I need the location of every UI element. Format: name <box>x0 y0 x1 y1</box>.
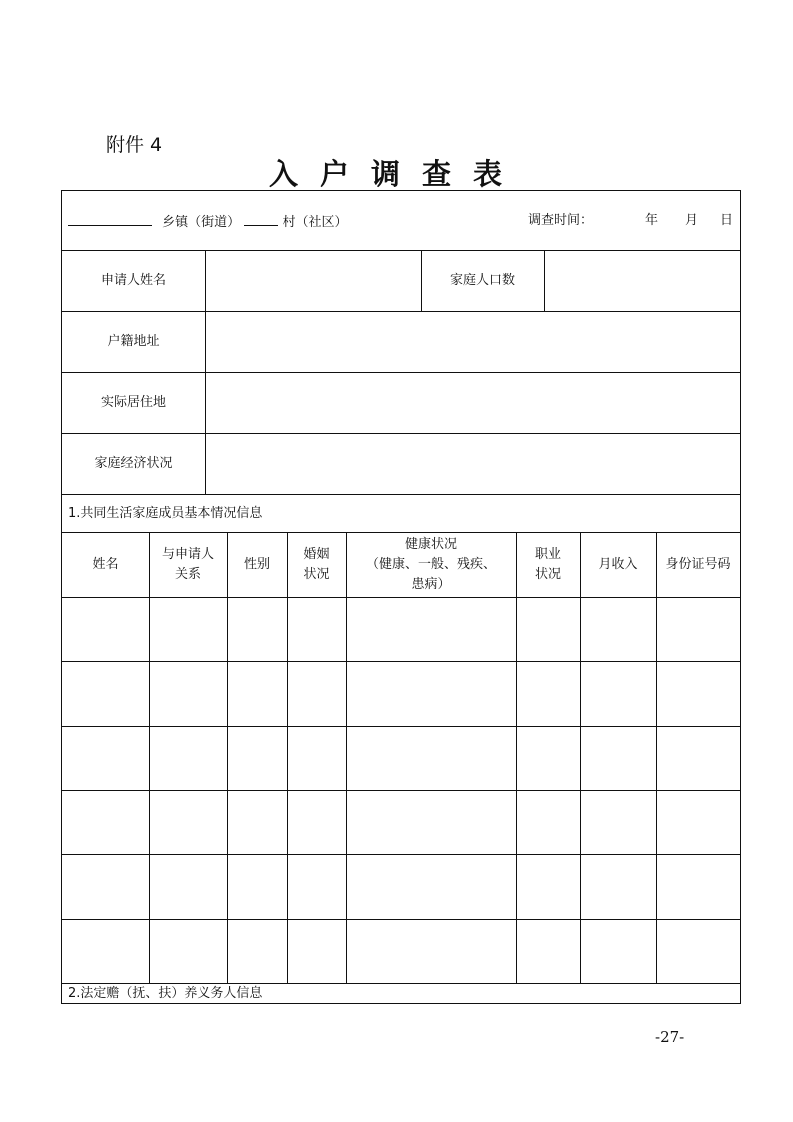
member-table-cell[interactable] <box>151 792 225 852</box>
column-header-line: 月收入 <box>598 556 638 572</box>
header-town-line: 乡镇（街道） 村（社区） <box>68 211 347 233</box>
member-table-cell[interactable] <box>229 856 285 916</box>
family-size-input[interactable] <box>546 252 739 309</box>
member-table-cell[interactable] <box>518 792 578 852</box>
member-table-cell[interactable] <box>518 728 578 788</box>
member-table-cell[interactable] <box>348 599 514 659</box>
member-table-cell[interactable] <box>582 921 654 981</box>
member-table-cell[interactable] <box>151 921 225 981</box>
column-header <box>149 545 227 585</box>
column-header-line: 姓名 <box>92 556 119 572</box>
economic-status-label: 家庭经济状况 <box>94 456 173 471</box>
column-header-line: 状况 <box>534 566 561 582</box>
family-size-label: 家庭人口数 <box>449 273 515 288</box>
member-table-cell[interactable] <box>582 792 654 852</box>
member-table-cell[interactable] <box>582 856 654 916</box>
member-table-cell[interactable] <box>229 792 285 852</box>
member-table-cell[interactable] <box>229 663 285 723</box>
column-header <box>287 545 346 585</box>
member-table-cell[interactable] <box>289 663 344 723</box>
member-table-cell[interactable] <box>229 921 285 981</box>
member-table-cell[interactable] <box>229 599 285 659</box>
column-header-line: 婚姻 <box>303 546 330 562</box>
member-table-cell[interactable] <box>658 921 738 981</box>
applicant-name-label: 申请人姓名 <box>100 273 166 288</box>
member-table-cell[interactable] <box>518 599 578 659</box>
column-header-line: 性别 <box>243 556 270 572</box>
column-header <box>516 545 580 585</box>
member-table-cell[interactable] <box>229 728 285 788</box>
section1-title: 1.共同生活家庭成员基本情况信息 <box>68 506 263 521</box>
member-table-cell[interactable] <box>151 663 225 723</box>
column-header <box>62 555 149 575</box>
member-table-cell[interactable] <box>658 856 738 916</box>
economic-status-input[interactable] <box>207 435 739 492</box>
village-blank[interactable] <box>244 211 278 226</box>
column-header-line: 患病） <box>411 576 451 592</box>
member-table-cell[interactable] <box>658 663 738 723</box>
member-table-cell[interactable] <box>518 856 578 916</box>
member-table-cell[interactable] <box>64 599 147 659</box>
member-table-cell[interactable] <box>348 856 514 916</box>
actual-residence-label: 实际居住地 <box>100 395 166 410</box>
column-header-line: （健康、一般、残疾、 <box>365 556 496 572</box>
page-number: -27- <box>655 1028 685 1046</box>
column-header <box>656 555 740 575</box>
member-table-cell[interactable] <box>64 728 147 788</box>
household-address-input[interactable] <box>207 313 739 370</box>
member-table-cell[interactable] <box>658 792 738 852</box>
member-table-cell[interactable] <box>348 921 514 981</box>
member-table-cell[interactable] <box>151 856 225 916</box>
column-header <box>346 535 516 595</box>
month-label: 月 <box>685 213 699 228</box>
member-table-cell[interactable] <box>582 728 654 788</box>
household-address-label: 户籍地址 <box>107 334 160 349</box>
column-header <box>227 555 287 575</box>
member-table-cell[interactable] <box>289 728 344 788</box>
member-table-cell[interactable] <box>151 728 225 788</box>
survey-time-label: 调查时间： <box>528 213 594 228</box>
column-header-line: 状况 <box>303 566 330 582</box>
survey-form <box>61 190 741 1004</box>
member-table-cell[interactable] <box>518 663 578 723</box>
column-header <box>580 555 656 575</box>
member-table-cell[interactable] <box>518 921 578 981</box>
member-table-cell[interactable] <box>64 856 147 916</box>
member-table-cell[interactable] <box>348 792 514 852</box>
column-header-line: 与申请人 <box>161 546 214 562</box>
member-table-cell[interactable] <box>348 663 514 723</box>
member-table-cell[interactable] <box>289 599 344 659</box>
member-table-cell[interactable] <box>658 728 738 788</box>
town-blank[interactable] <box>68 211 152 226</box>
member-table-cell[interactable] <box>151 599 225 659</box>
member-table-cell[interactable] <box>289 856 344 916</box>
section2-title: 2.法定赡（抚、扶）养义务人信息 <box>68 986 263 1001</box>
page-title: 入户调查表 <box>268 157 524 191</box>
member-table-cell[interactable] <box>64 792 147 852</box>
member-table-cell[interactable] <box>658 599 738 659</box>
actual-residence-input[interactable] <box>207 374 739 431</box>
member-table-cell[interactable] <box>348 728 514 788</box>
column-header-line: 健康状况 <box>404 536 457 552</box>
member-table-cell[interactable] <box>289 921 344 981</box>
column-header-line: 身份证号码 <box>665 556 731 572</box>
member-table-cell[interactable] <box>64 663 147 723</box>
applicant-name-input[interactable] <box>207 252 419 309</box>
day-label: 日 <box>720 213 734 228</box>
column-header-line: 职业 <box>534 546 561 562</box>
member-table-cell[interactable] <box>64 921 147 981</box>
member-table-cell[interactable] <box>582 599 654 659</box>
year-label: 年 <box>645 213 659 228</box>
member-table-cell[interactable] <box>582 663 654 723</box>
attachment-label: 附件 4 <box>106 134 163 156</box>
column-header-line: 关系 <box>174 566 201 582</box>
member-table-cell[interactable] <box>289 792 344 852</box>
